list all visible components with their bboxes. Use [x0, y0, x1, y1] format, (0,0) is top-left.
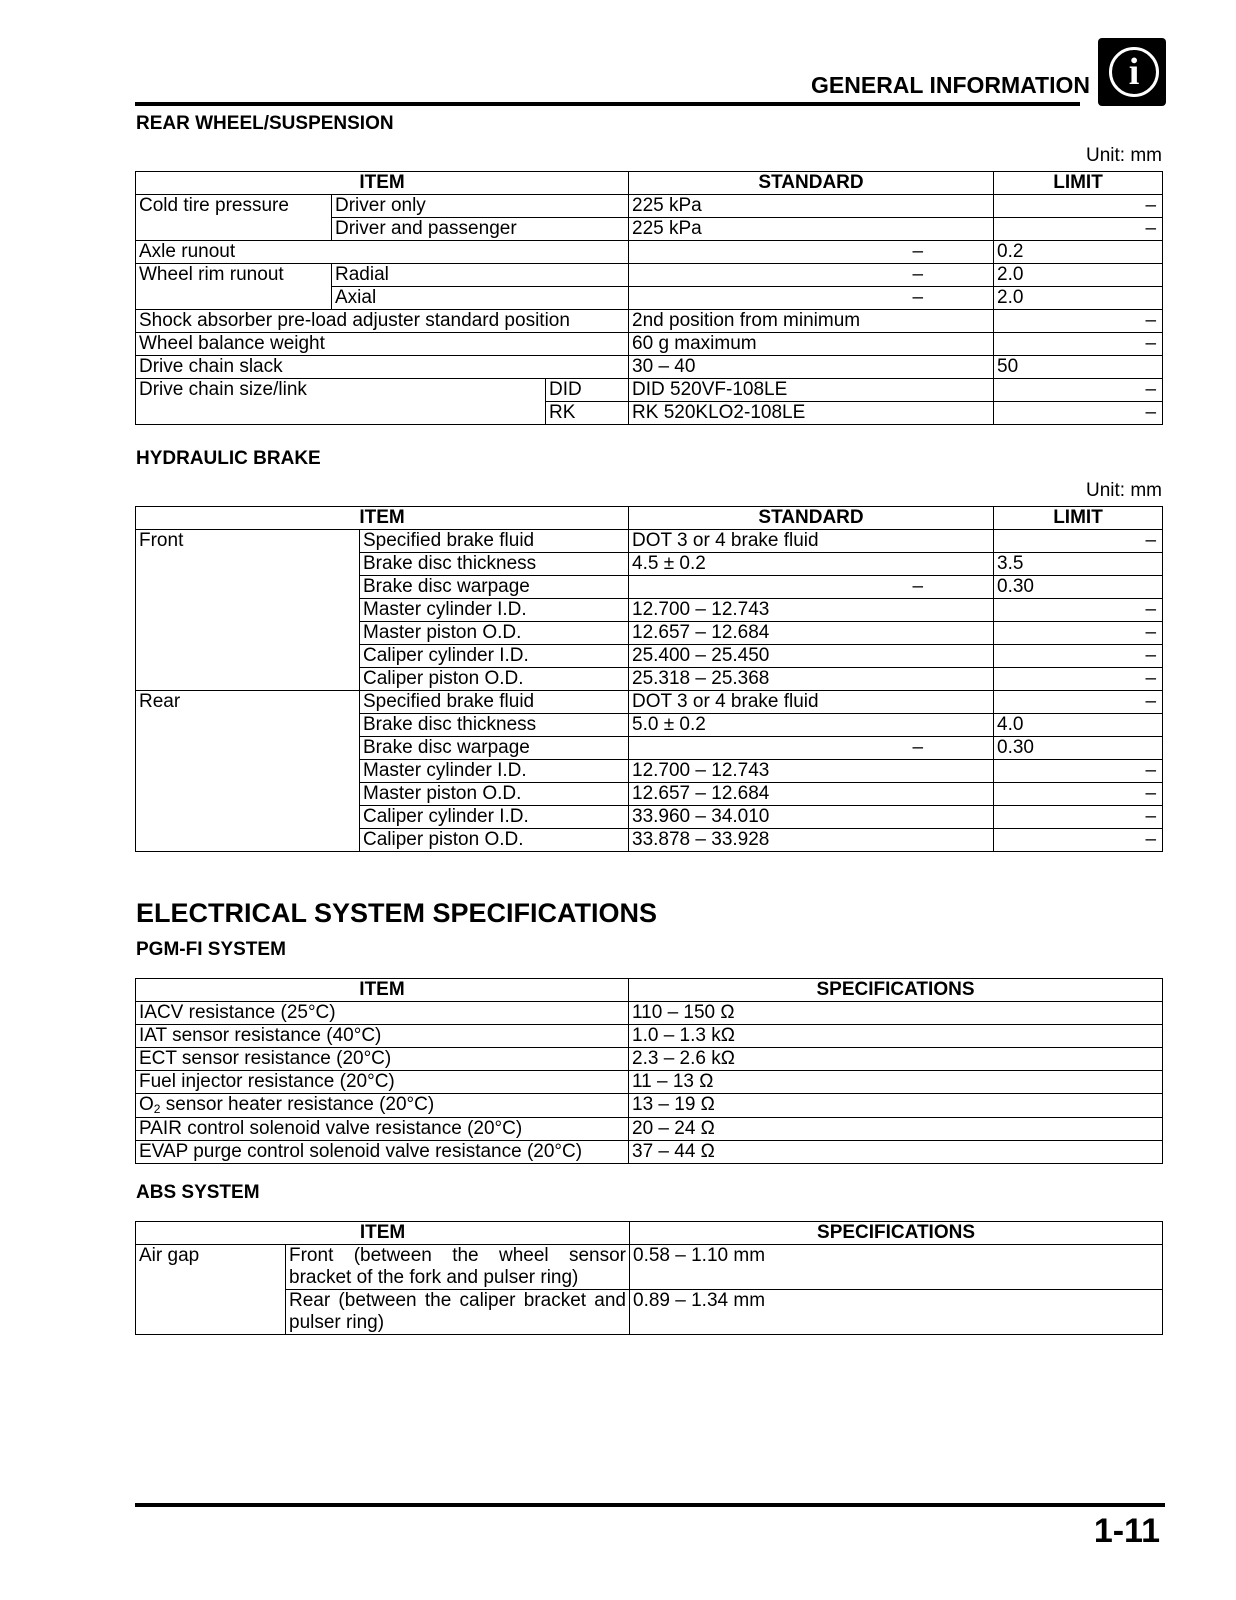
item-cell: IAT sensor resistance (40°C) — [136, 1025, 629, 1048]
limit-cell: 0.30 — [994, 576, 1163, 599]
limit-cell: – — [994, 691, 1163, 714]
table-row — [136, 1025, 1163, 1048]
item-text: sensor heater resistance (20°C) — [160, 1094, 435, 1115]
sub-item-cell: RK — [546, 402, 629, 425]
section-title-pgmfi: PGM-FI SYSTEM — [136, 939, 286, 960]
unit-label-hydraulic-brake: Unit: mm — [1086, 480, 1162, 501]
spec-cell: 0.89 – 1.34 mm — [630, 1290, 1163, 1335]
standard-cell: 25.400 – 25.450 — [629, 645, 994, 668]
table-row — [136, 1071, 1163, 1094]
standard-cell: 2nd position from minimum — [629, 310, 994, 333]
abs-table — [135, 1221, 1163, 1335]
limit-cell: 50 — [994, 356, 1163, 379]
limit-cell: – — [994, 379, 1163, 402]
sub-item-cell: Master piston O.D. — [360, 622, 629, 645]
standard-cell: – — [629, 287, 994, 310]
header-limit: LIMIT — [994, 507, 1163, 530]
sub-item-cell: Brake disc thickness — [360, 714, 629, 737]
sub-item-cell: Master cylinder I.D. — [360, 599, 629, 622]
item-cell: Wheel balance weight — [136, 333, 629, 356]
table-row — [136, 379, 1163, 402]
section-title-electrical: ELECTRICAL SYSTEM SPECIFICATIONS — [136, 898, 658, 928]
standard-cell: – — [629, 241, 994, 264]
limit-cell: – — [994, 195, 1163, 218]
limit-cell: – — [994, 402, 1163, 425]
sub-item-cell: Specified brake fluid — [360, 691, 629, 714]
limit-cell: – — [994, 333, 1163, 356]
table-row — [136, 530, 1163, 553]
standard-cell: 25.318 – 25.368 — [629, 668, 994, 691]
hydraulic-brake-table — [135, 506, 1163, 852]
standard-cell: RK 520KLO2-108LE — [629, 402, 994, 425]
limit-cell: – — [994, 530, 1163, 553]
item-cell — [136, 1094, 629, 1118]
standard-cell: 33.878 – 33.928 — [629, 829, 994, 852]
group-cell: Front — [136, 530, 360, 691]
spec-cell: 2.3 – 2.6 kΩ — [629, 1048, 1163, 1071]
table-row — [136, 310, 1163, 333]
spec-cell: 110 – 150 Ω — [629, 1002, 1163, 1025]
table-header-row — [136, 1222, 1163, 1245]
info-icon: i — [1098, 38, 1166, 106]
standard-cell: DOT 3 or 4 brake fluid — [629, 530, 994, 553]
spec-cell: 0.58 – 1.10 mm — [630, 1245, 1163, 1290]
spec-cell: 1.0 – 1.3 kΩ — [629, 1025, 1163, 1048]
header-item: ITEM — [136, 979, 629, 1002]
item-cell: Cold tire pressure — [136, 195, 332, 241]
section-title-hydraulic-brake: HYDRAULIC BRAKE — [136, 448, 321, 469]
header-item: ITEM — [136, 172, 629, 195]
table-row — [136, 1290, 1163, 1335]
section-title-rear-wheel: REAR WHEEL/SUSPENSION — [136, 113, 394, 134]
item-cell: IACV resistance (25°C) — [136, 1002, 629, 1025]
limit-cell: – — [994, 310, 1163, 333]
limit-cell: – — [994, 783, 1163, 806]
limit-cell: – — [994, 218, 1163, 241]
standard-cell: 12.700 – 12.743 — [629, 760, 994, 783]
standard-cell: 12.657 – 12.684 — [629, 783, 994, 806]
header-rule — [135, 102, 1080, 106]
item-cell: Drive chain size/link — [136, 379, 546, 425]
item-cell: Drive chain slack — [136, 356, 629, 379]
header-item: ITEM — [136, 507, 629, 530]
table-row — [136, 264, 1163, 287]
limit-cell: 4.0 — [994, 714, 1163, 737]
limit-cell: 3.5 — [994, 553, 1163, 576]
unit-label-rear-wheel: Unit: mm — [1086, 145, 1162, 166]
footer-rule — [135, 1503, 1165, 1507]
limit-cell: – — [994, 645, 1163, 668]
sub-item-cell: Caliper cylinder I.D. — [360, 806, 629, 829]
item-cell: PAIR control solenoid valve resistance (20°C) — [136, 1118, 629, 1141]
limit-cell: – — [994, 622, 1163, 645]
standard-cell: DID 520VF-108LE — [629, 379, 994, 402]
sub-item-cell: Caliper cylinder I.D. — [360, 645, 629, 668]
standard-cell: 12.657 – 12.684 — [629, 622, 994, 645]
standard-cell: – — [629, 737, 994, 760]
header-standard: STANDARD — [629, 172, 994, 195]
table-row — [136, 1118, 1163, 1141]
limit-cell: – — [994, 668, 1163, 691]
spec-cell: 13 – 19 Ω — [629, 1094, 1163, 1118]
sub-item-cell: Brake disc warpage — [360, 737, 629, 760]
limit-cell: 0.30 — [994, 737, 1163, 760]
table-row — [136, 1002, 1163, 1025]
brake-rows — [136, 530, 1163, 852]
limit-cell: 2.0 — [994, 287, 1163, 310]
table-row — [136, 1245, 1163, 1290]
item-cell: ECT sensor resistance (20°C) — [136, 1048, 629, 1071]
item-cell: Air gap — [136, 1245, 286, 1335]
standard-cell: 5.0 ± 0.2 — [629, 714, 994, 737]
sub-item-cell: Driver and passenger — [332, 218, 629, 241]
sub-item-cell: Brake disc thickness — [360, 553, 629, 576]
standard-cell: 33.960 – 34.010 — [629, 806, 994, 829]
item-subscript: 2 — [153, 1102, 161, 1116]
limit-cell: 0.2 — [994, 241, 1163, 264]
header-standard: STANDARD — [629, 507, 994, 530]
header-item: ITEM — [136, 1222, 630, 1245]
standard-cell: 30 – 40 — [629, 356, 994, 379]
header-specifications: SPECIFICATIONS — [629, 979, 1163, 1002]
sub-item-cell: DID — [546, 379, 629, 402]
group-cell: Rear — [136, 691, 360, 852]
rear-wheel-table — [135, 171, 1163, 425]
standard-cell: 12.700 – 12.743 — [629, 599, 994, 622]
header-limit: LIMIT — [994, 172, 1163, 195]
sub-item-cell: Caliper piston O.D. — [360, 829, 629, 852]
sub-item-cell: Driver only — [332, 195, 629, 218]
sub-item-cell: Axial — [332, 287, 629, 310]
table-header-row — [136, 172, 1163, 195]
sub-item-cell: Brake disc warpage — [360, 576, 629, 599]
sub-item-cell: Rear (between the caliper bracket and pulser ring) — [286, 1290, 630, 1335]
table-header-row — [136, 979, 1163, 1002]
table-row — [136, 691, 1163, 714]
sub-item-cell: Front (between the wheel sensor bracket of the fork and pulser ring) — [286, 1245, 630, 1290]
section-title-abs: ABS SYSTEM — [136, 1182, 260, 1203]
sub-item-cell: Master cylinder I.D. — [360, 760, 629, 783]
page-number: 1-11 — [1093, 1512, 1160, 1550]
table-header-row — [136, 507, 1163, 530]
sub-item-cell: Caliper piston O.D. — [360, 668, 629, 691]
item-cell: Wheel rim runout — [136, 264, 332, 310]
item-cell: Axle runout — [136, 241, 629, 264]
sub-item-cell: Master piston O.D. — [360, 783, 629, 806]
table-row — [136, 356, 1163, 379]
spec-cell: 20 – 24 Ω — [629, 1118, 1163, 1141]
standard-cell: 4.5 ± 0.2 — [629, 553, 994, 576]
pgmfi-rows — [136, 1002, 1163, 1164]
table-row — [136, 333, 1163, 356]
standard-cell: 225 kPa — [629, 195, 994, 218]
limit-cell: – — [994, 760, 1163, 783]
item-cell: Fuel injector resistance (20°C) — [136, 1071, 629, 1094]
standard-cell: DOT 3 or 4 brake fluid — [629, 691, 994, 714]
limit-cell: – — [994, 599, 1163, 622]
limit-cell: 2.0 — [994, 264, 1163, 287]
sub-item-cell: Radial — [332, 264, 629, 287]
item-prefix: O — [139, 1094, 154, 1115]
header-specifications: SPECIFICATIONS — [630, 1222, 1163, 1245]
table-row — [136, 1048, 1163, 1071]
standard-cell: 225 kPa — [629, 218, 994, 241]
spec-cell: 37 – 44 Ω — [629, 1141, 1163, 1164]
standard-cell: – — [629, 576, 994, 599]
item-cell: EVAP purge control solenoid valve resistance (20°C) — [136, 1141, 629, 1164]
table-row — [136, 241, 1163, 264]
table-row — [136, 1094, 1163, 1118]
table-row — [136, 195, 1163, 218]
standard-cell: – — [629, 264, 994, 287]
spec-cell: 11 – 13 Ω — [629, 1071, 1163, 1094]
item-cell: Shock absorber pre-load adjuster standard position — [136, 310, 629, 333]
limit-cell: – — [994, 806, 1163, 829]
standard-cell: 60 g maximum — [629, 333, 994, 356]
pgmfi-table — [135, 978, 1163, 1164]
sub-item-cell: Specified brake fluid — [360, 530, 629, 553]
page-header-title: GENERAL INFORMATION — [811, 72, 1090, 98]
table-row — [136, 1141, 1163, 1164]
limit-cell: – — [994, 829, 1163, 852]
